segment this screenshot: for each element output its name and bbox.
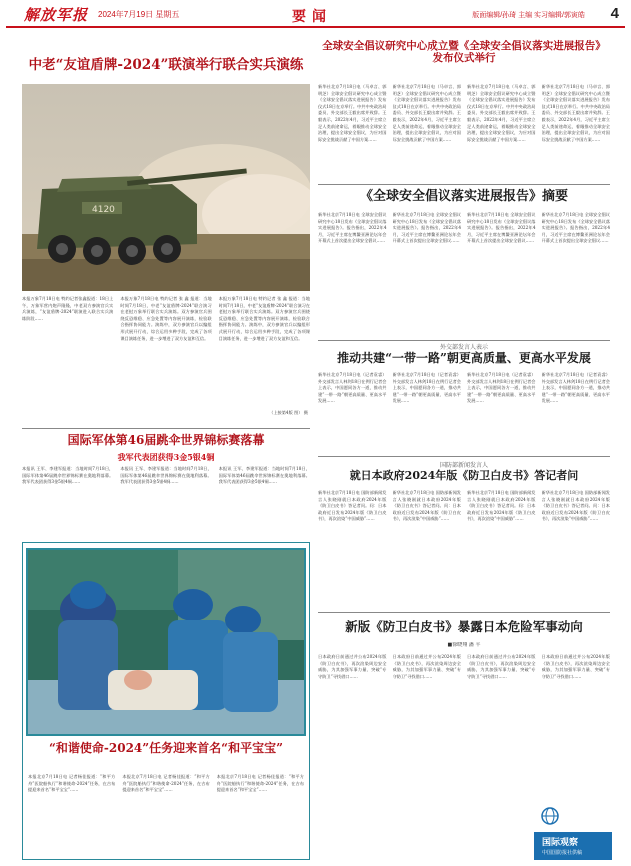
article7-column: 本报北京7月18日电 记者杨佳报道：“和平方舟”医院船执行“和谐使命-2024”任务，在吉布提迎来首名“和平宝宝”…… <box>122 774 210 793</box>
article3-column: 新华社北京7月18日电 全球安全倡议研究中心18日发布《全球安全倡议落实进展报告》。报告指出，2022年4月，习近平主席在博鳌亚洲论坛年会开幕式上首次提出全球安全倡议…… <box>467 212 536 244</box>
divider <box>318 612 610 613</box>
article6-column: 新华社北京7月18日电 国防部新闻发言人张晓刚就日本政府2024年版《防卫白皮书》答记者问。问：日本政府近日发布2024年版《防卫白皮书》，再次渲染“中国威胁”…… <box>541 490 610 522</box>
article4-column: 新华社北京7月18日电（记者袁睿）外交部发言人林剑18日在例行记者会上表示，中国愿同各方一道，推动共建“一带一路”朝更高质量、更高水平发展…… <box>392 372 461 404</box>
article3-column: 新华社北京7月18日电 全球安全倡议研究中心18日发布《全球安全倡议落实进展报告》。报告指出，2022年4月，习近平主席在博鳌亚洲论坛年会开幕式上首次提出全球安全倡议…… <box>541 212 610 244</box>
column-source: 中国国防报社供稿 <box>542 850 583 856</box>
column-label: 国际观察 <box>542 837 579 847</box>
divider <box>22 428 310 429</box>
article7-headline: “和谐使命-2024”任务迎来首名“和平宝宝” <box>49 741 283 755</box>
armored-vehicle-photo <box>22 84 310 291</box>
article4-headline: 推动共建“一带一路”朝更高质量、更高水平发展 <box>337 351 591 365</box>
article6-column: 新华社北京7月18日电 国防部新闻发言人张晓刚就日本政府2024年版《防卫白皮书》答记者问。问：日本政府近日发布2024年版《防卫白皮书》，再次渲染“中国威胁”…… <box>467 490 536 522</box>
article2-column: 新华社北京7月18日电（马卓言、郭明芝）全球安全倡议研究中心成立暨《全球安全倡议落实进展报告》发布仪式18日在京举行。中共中央政治局委员、外交部长王毅出席并致辞。王毅表示，2022年4月，习近平主席立足人类前途命运，着眼推动全球安全治理，提出全球安全倡议，为应对国际安全挑战贡献了中国方案…… <box>541 84 610 142</box>
article4-column: 新华社北京7月18日电（记者袁睿）外交部发言人林剑18日在例行记者会上表示，中国愿同各方一道，推动共建“一带一路”朝更高质量、更高水平发展…… <box>467 372 536 404</box>
article4-column: 新华社北京7月18日电（记者袁睿）外交部发言人林剑18日在例行记者会上表示，中国愿同各方一道，推动共建“一带一路”朝更高质量、更高水平发展…… <box>318 372 387 404</box>
article8-headline: 新版《防卫白皮书》暴露日本危险军事动向 <box>345 619 583 634</box>
newspaper-logo: 解放军报 <box>24 6 89 24</box>
masthead-rule <box>6 26 625 28</box>
article6-body <box>318 490 610 608</box>
article2-headline: 全球安全倡议研究中心成立暨《全球安全倡议落实进展报告》发布仪式举行 <box>322 40 606 65</box>
article5-body <box>22 466 310 538</box>
article7-column: 本报北京7月18日电 记者杨佳报道：“和平方舟”医院船执行“和谐使命-2024”任务，在吉布提迎来首名“和平宝宝”…… <box>28 774 116 793</box>
article5-headline: 国际军体第46届跳伞世界锦标赛落幕 <box>67 433 265 447</box>
article1-body <box>22 296 310 421</box>
article8-column: 日本政府日前通过并公布2024年版《防卫白皮书》，再次渲染周边安全威胁，为其加强军事力量、突破“专守防卫”寻找借口…… <box>467 654 536 679</box>
svg-text:4120: 4120 <box>92 205 115 215</box>
column-label-box <box>534 832 612 860</box>
divider <box>318 456 610 457</box>
article6-headline: 就日本政府2024年版《防卫白皮书》答记者问 <box>349 469 579 482</box>
article4-column: 新华社北京7月18日电（记者袁睿）外交部发言人林剑18日在例行记者会上表示，中国愿同各方一道，推动共建“一带一路”朝更高质量、更高水平发展…… <box>541 372 610 404</box>
article2-column: 新华社北京7月18日电（马卓言、郭明芝）全球安全倡议研究中心成立暨《全球安全倡议落实进展报告》发布仪式18日在京举行。中共中央政治局委员、外交部长王毅出席并致辞。王毅表示，2022年4月，习近平主席立足人类前途命运，着眼推动全球安全治理，提出全球安全倡议，为应对国际安全挑战贡献了中国方案…… <box>318 84 387 142</box>
article2-body <box>318 84 610 180</box>
article5-column: 本报讯 王军、李建军报道：当地时间7月18日，国际军体第46届跳伞世界锦标赛在奥地利落幕。我军代表团获得3金5银4铜…… <box>22 466 114 485</box>
masthead <box>6 4 625 26</box>
article5-subhead: 我军代表团获得3金5银4铜 <box>117 452 215 462</box>
article8-body <box>318 654 610 854</box>
issue-date: 2024年7月19日 星期五 <box>98 10 180 19</box>
section-title: 要闻 <box>292 9 332 25</box>
article8-column: 日本政府日前通过并公布2024年版《防卫白皮书》，再次渲染周边安全威胁，为其加强军事力量、突破“专守防卫”寻找借口…… <box>392 654 461 679</box>
article1-byline: （上接第4版 图） 摄 <box>269 410 308 415</box>
globe-icon <box>540 806 560 828</box>
article8-column: 日本政府日前通过并公布2024年版《防卫白皮书》，再次渲染周边安全威胁，为其加强军事力量、突破“专守防卫”寻找借口…… <box>541 654 610 679</box>
article4-kicker: 外交部发言人表示 <box>439 344 488 351</box>
article8-column: 日本政府日前通过并公布2024年版《防卫白皮书》，再次渲染周边安全威胁，为其加强军事力量、突破“专守防卫”寻找借口…… <box>318 654 387 679</box>
article4-body <box>318 372 610 452</box>
article3-column: 新华社北京7月18日电 全球安全倡议研究中心18日发布《全球安全倡议落实进展报告》。报告指出，2022年4月，习近平主席在博鳌亚洲论坛年会开幕式上首次提出全球安全倡议…… <box>392 212 461 244</box>
article6-column: 新华社北京7月18日电 国防部新闻发言人张晓刚就日本政府2024年版《防卫白皮书》答记者问。问：日本政府近日发布2024年版《防卫白皮书》，再次渲染“中国威胁”…… <box>392 490 461 522</box>
article1-column: 本报万象7月18日电 特约记者 张 鑫 报道：当地时间7月18日，中老“友谊盾牌-2024”联合演习在老挝万象举行联合实兵演练。双方参演官兵围绕反恐维稳、应急处置等内容展开演练，检验联合指挥协同能力。演练中，双方参演官兵以编组形式展开行动，综合运用多种手段，完成了各项课目演练任务，进一步增进了双方友谊和互信。 <box>218 296 310 341</box>
article5-column: 本报讯 王军、李建军报道：当地时间7月18日，国际军体第46届跳伞世界锦标赛在奥地利落幕。我军代表团获得3金5银4铜…… <box>120 466 212 485</box>
page-number: 4 <box>610 5 619 22</box>
article3-column: 新华社北京7月18日电 全球安全倡议研究中心18日发布《全球安全倡议落实进展报告》。报告指出，2022年4月，习近平主席在博鳌亚洲论坛年会开幕式上首次提出全球安全倡议…… <box>318 212 387 244</box>
article6-kicker: 国防部新闻发言人 <box>439 462 488 469</box>
divider <box>318 340 610 341</box>
article2-column: 新华社北京7月18日电（马卓言、郭明芝）全球安全倡议研究中心成立暨《全球安全倡议落实进展报告》发布仪式18日在京举行。中共中央政治局委员、外交部长王毅出席并致辞。王毅表示，2022年4月，习近平主席立足人类前途命运，着眼推动全球安全治理，提出全球安全倡议，为应对国际安全挑战贡献了中国方案…… <box>392 84 461 142</box>
article1-headline: 中老“友谊盾牌-2024”联演举行联合实兵演练 <box>28 57 304 73</box>
article2-column: 新华社北京7月18日电（马卓言、郭明芝）全球安全倡议研究中心成立暨《全球安全倡议落实进展报告》发布仪式18日在京举行。中共中央政治局委员、外交部长王毅出席并致辞。王毅表示，2022年4月，习近平主席立足人类前途命运，着眼推动全球安全治理，提出全球安全倡议，为应对国际安全挑战贡献了中国方案…… <box>467 84 536 142</box>
article1-column: 本报万象7月18日电 特约记者 张 鑫 报道：当地时间7月18日，中老“友谊盾牌-2024”联合演习在老挝万象举行联合实兵演练。双方参演官兵围绕反恐维稳、应急处置等内容展开演练，检验联合指挥协同能力。演练中，双方参演官兵以编组形式展开行动，综合运用多种手段，完成了各项课目演练任务，进一步增进了双方友谊和互信。 <box>120 296 212 341</box>
article8-byline: ■徐晓翔 潘 平 <box>447 642 481 648</box>
editor-credits: 版面编辑/孙琦 主编 实习编辑/郭寅皓 <box>472 12 585 19</box>
article6-column: 新华社北京7月18日电 国防部新闻发言人张晓刚就日本政府2024年版《防卫白皮书》答记者问。问：日本政府近日发布2024年版《防卫白皮书》，再次渲染“中国威胁”…… <box>318 490 387 522</box>
article3-headline: 《全球安全倡议落实进展报告》摘要 <box>359 189 568 204</box>
article7-body <box>28 774 304 854</box>
article1-column: 本报万象7月18日电 特约记者张鑫报道：18日上午，万象军营内炮声隆隆，中老双方参演官兵实兵演练，“友谊盾牌-2024”联演进入联合实兵演练阶段…… <box>22 296 114 321</box>
article3-body <box>318 212 610 336</box>
hospital-ship-birth-photo <box>26 548 306 736</box>
divider <box>318 184 610 185</box>
article5-column: 本报讯 王军、李建军报道：当地时间7月18日，国际军体第46届跳伞世界锦标赛在奥地利落幕。我军代表团获得3金5银4铜…… <box>218 466 310 485</box>
article7-column: 本报北京7月18日电 记者杨佳报道：“和平方舟”医院船执行“和谐使命-2024”任务，在吉布提迎来首名“和平宝宝”…… <box>216 774 304 793</box>
